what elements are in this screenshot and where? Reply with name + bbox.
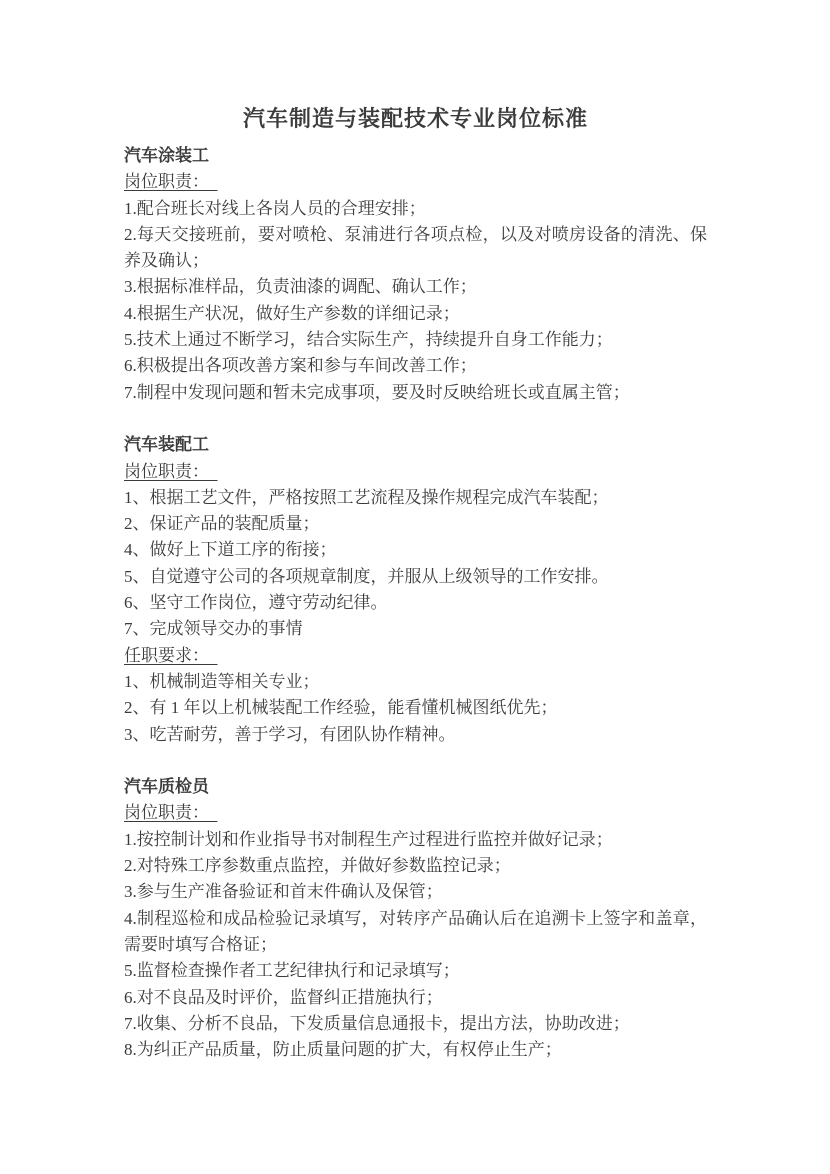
list-item: 7、完成领导交办的事情 — [124, 619, 303, 639]
list-item: 1.配合班长对线上各岗人员的合理安排； — [124, 198, 426, 218]
section-heading: 汽车涂装工 — [124, 146, 209, 165]
list-item: 4.制程巡检和成品检验记录填写，对转序产品确认后在追溯卡上签字和盖章，需要时填写合格证； — [124, 908, 707, 954]
list-item: 2、有 1 年以上机械装配工作经验，能看懂机械图纸优先； — [124, 698, 558, 718]
job-section — [124, 143, 707, 406]
document-title: 汽车制造与装配技术专业岗位标准 — [242, 106, 588, 131]
block-label: 任职要求： — [124, 645, 201, 665]
list-item: 2、保证产品的装配质量； — [124, 514, 320, 534]
list-item: 1.按控制计划和作业指导书对制程生产过程进行监控并做好记录； — [124, 829, 613, 849]
block-label: 岗位职责： — [124, 172, 201, 192]
list-item: 1、机械制造等相关专业； — [124, 671, 320, 691]
list-item: 6.对不良品及时评价，监督纠正措施执行； — [124, 987, 443, 1007]
list-item: 2.对特殊工序参数重点监控，并做好参数监控记录； — [124, 856, 511, 876]
list-item: 5、自觉遵守公司的各项规章制度，并服从上级领导的工作安排。 — [124, 566, 609, 586]
list-item: 5.技术上通过不断学习，结合实际生产，持续提升自身工作能力； — [124, 330, 613, 350]
list-item: 4.根据生产状况，做好生产参数的详细记录； — [124, 303, 460, 323]
section-heading: 汽车质检员 — [124, 777, 209, 797]
list-item: 5.监督检查操作者工艺纪律执行和记录填写； — [124, 961, 460, 981]
block-label: 岗位职责： — [124, 803, 201, 823]
list-item: 7.收集、分析不良品，下发质量信息通报卡，提出方法，协助改进； — [124, 1013, 630, 1033]
list-item: 3、吃苦耐劳，善于学习，有团队协作精神。 — [124, 724, 456, 744]
list-item: 2.每天交接班前，要对喷枪、泵浦进行各项点检，以及对喷房设备的清洗、保养及确认； — [124, 224, 707, 271]
list-item: 3.参与生产准备验证和首末件确认及保管； — [124, 882, 443, 902]
list-item: 7.制程中发现问题和暂未完成事项，要及时反映给班长或直属主管； — [124, 382, 630, 402]
list-item: 4、做好上下道工序的衔接； — [124, 540, 337, 560]
block-label: 岗位职责： — [124, 461, 201, 481]
job-section — [124, 774, 707, 1063]
list-item: 1、根据工艺文件，严格按照工艺流程及操作规程完成汽车装配； — [124, 487, 609, 507]
list-item: 8.为纠正产品质量，防止质量问题的扩大，有权停止生产； — [124, 1040, 562, 1060]
job-section — [124, 432, 707, 748]
list-item: 3.根据标准样品，负责油漆的调配、确认工作； — [124, 277, 477, 297]
list-item: 6、坚守工作岗位，遵守劳动纪律。 — [124, 593, 388, 613]
document-body — [124, 143, 707, 1063]
section-heading: 汽车装配工 — [124, 435, 209, 455]
list-item: 6.积极提出各项改善方案和参与车间改善工作； — [124, 356, 477, 376]
